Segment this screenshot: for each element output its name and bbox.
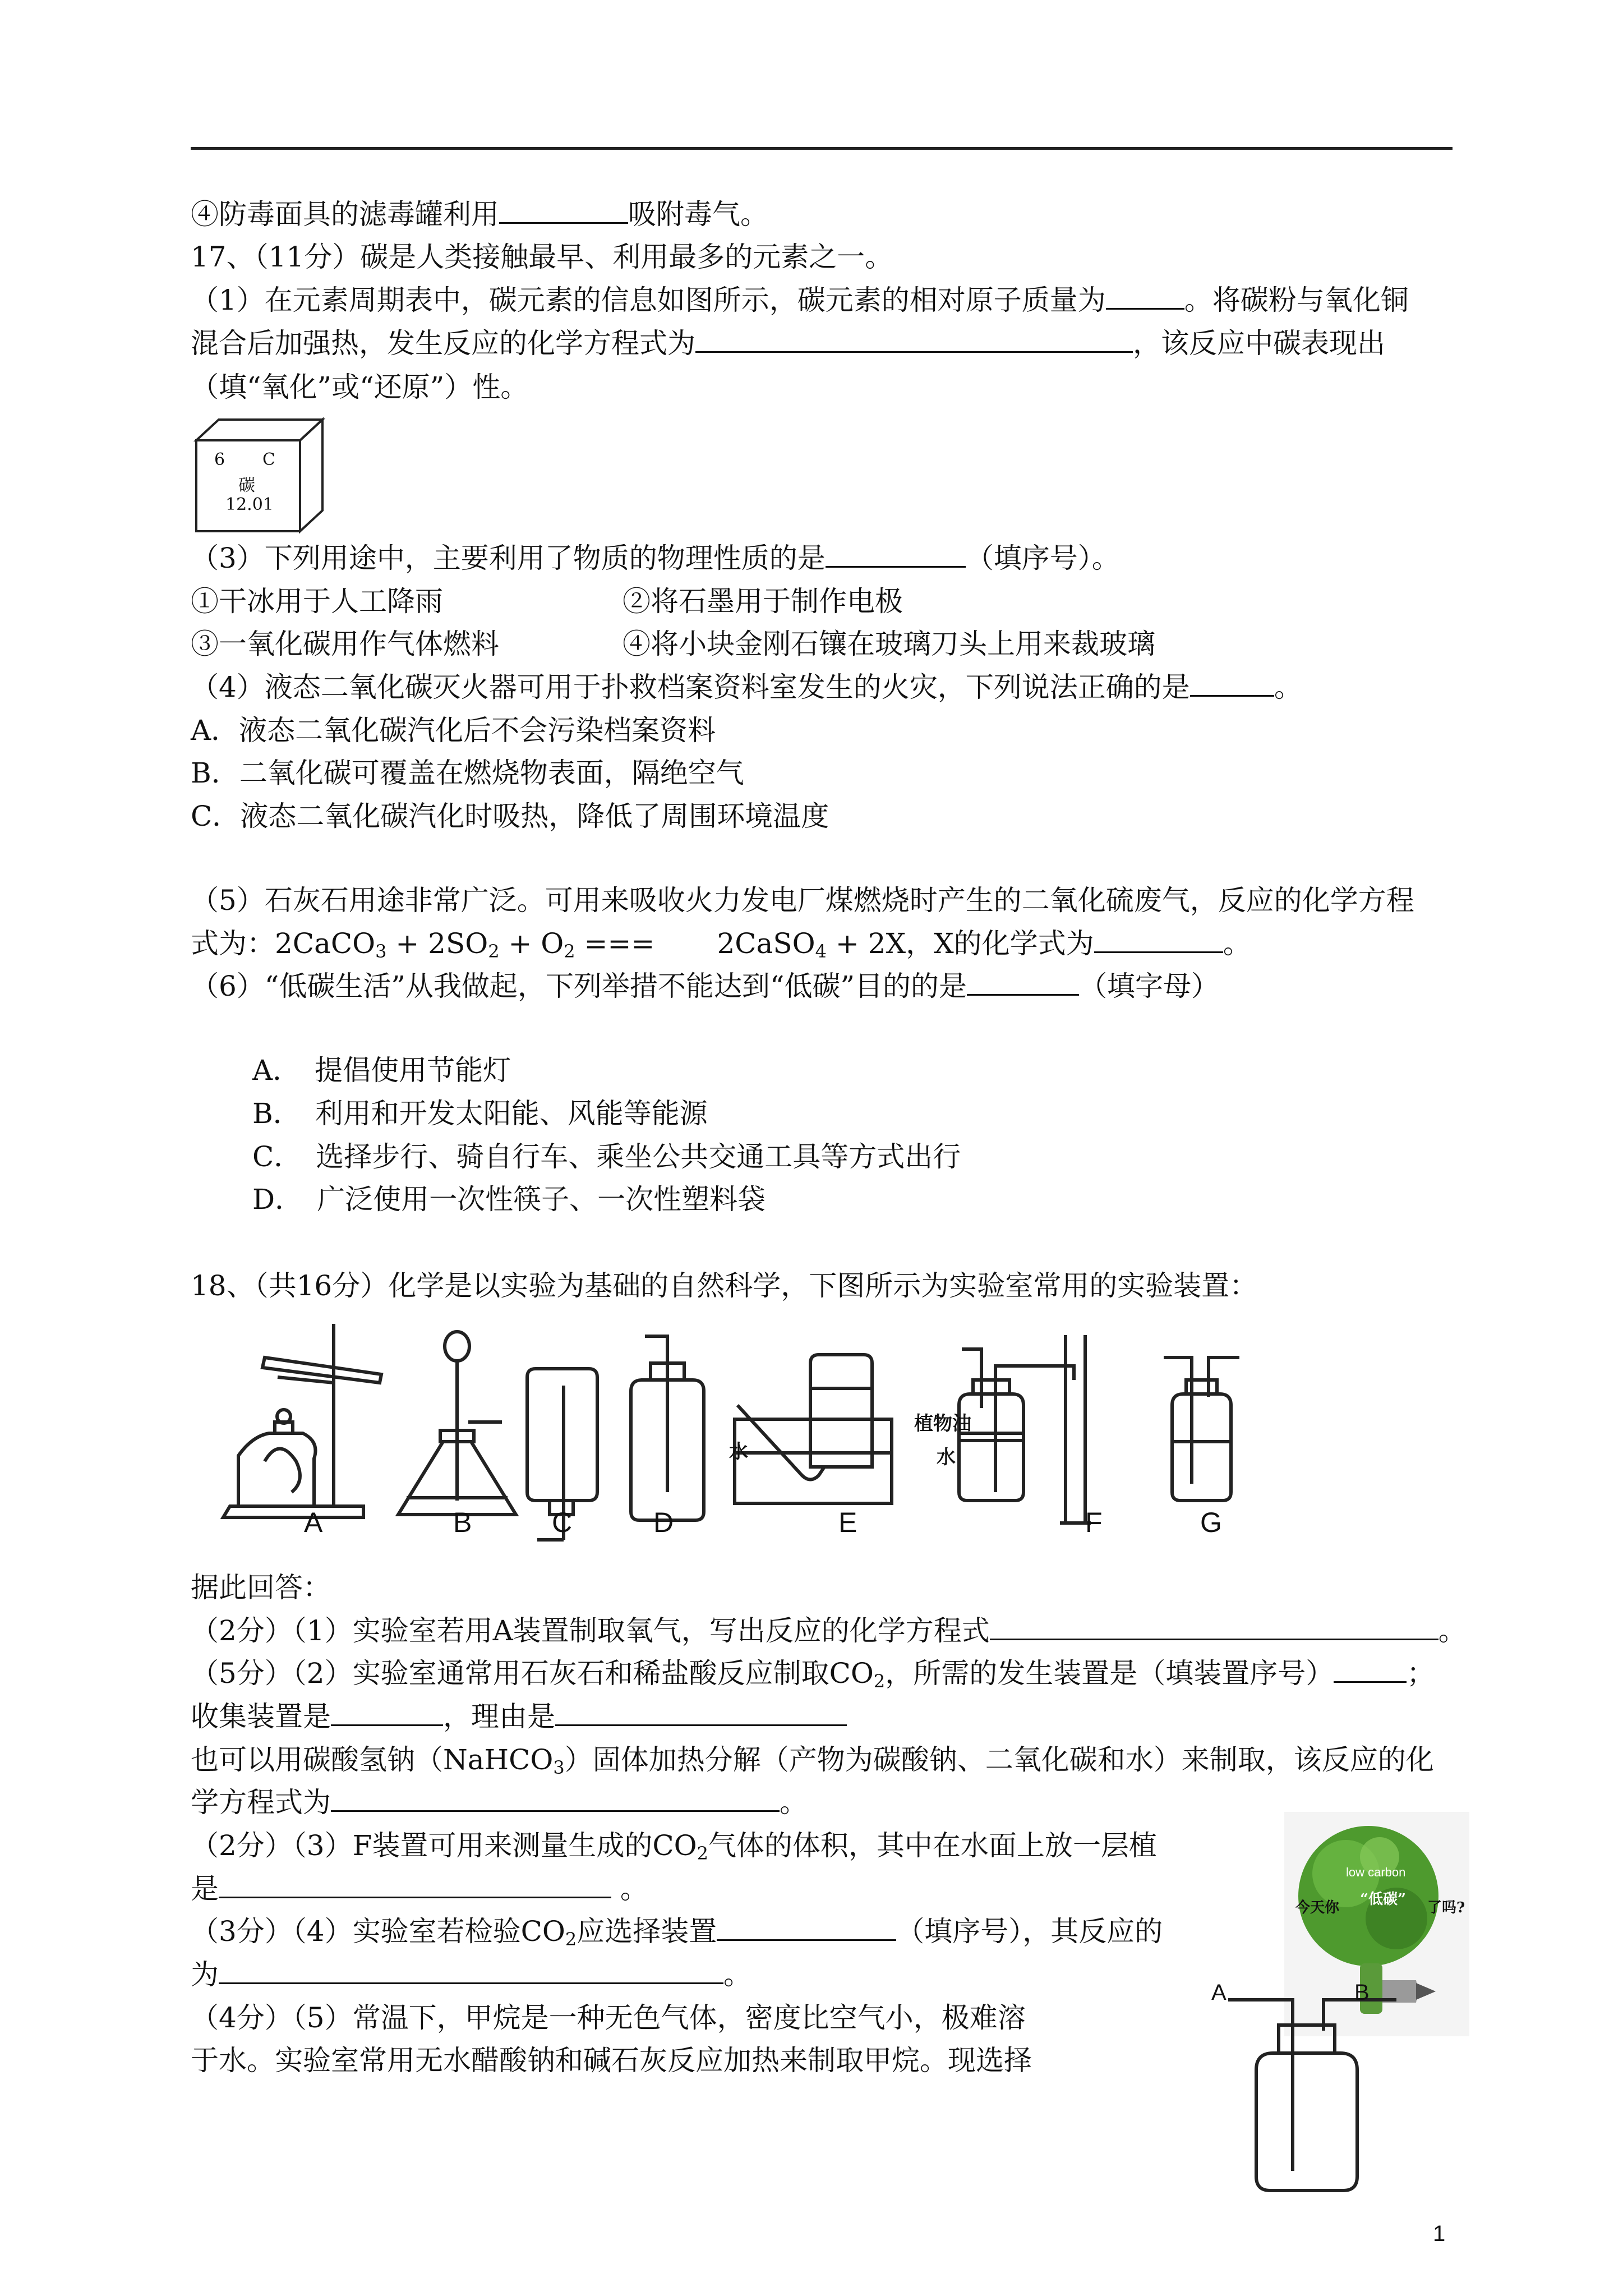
q17-part3: （3）下列用途中，主要利用了物质的物理性质的是 （填序号）。 bbox=[191, 542, 1120, 574]
q17-part3-opt2: ②将石墨用于制作电极 bbox=[623, 585, 903, 618]
apparatus-e bbox=[735, 1355, 892, 1503]
bottle-label-b: B bbox=[1354, 1980, 1370, 2005]
q18-sub4-line2: 为 。 bbox=[191, 1958, 751, 1991]
gas-bottle-figure bbox=[1206, 1963, 1453, 2199]
q18-sub2-line4: 学方程式为 。 bbox=[191, 1786, 808, 1819]
answer-blank[interactable] bbox=[1094, 927, 1223, 953]
bulb-text-today: 今天你 bbox=[1295, 1899, 1340, 1916]
apparatus-label-b: B bbox=[453, 1507, 472, 1538]
q18-title: 18、（共16分）化学是以实验为基础的自然科学，下图所示为实验室常用的实验装置： bbox=[191, 1269, 1258, 1302]
element-symbol: C bbox=[262, 450, 275, 470]
answer-blank[interactable] bbox=[499, 197, 628, 224]
bulb-text-lowcarbon: “低碳” bbox=[1360, 1891, 1406, 1908]
bottle-label-a: A bbox=[1211, 1980, 1227, 2005]
q18-sub5-line2: 于水。实验室常用无水醋酸钠和碱石灰反应加热来制取甲烷。现选择 bbox=[191, 2044, 1032, 2077]
q17-title: 17、（11分）碳是人类接触最早、利用最多的元素之一。 bbox=[191, 241, 893, 273]
q17-part6-optB: B． 利用和开发太阳能、风能等能源 bbox=[252, 1097, 708, 1130]
figure-water-label-e: 水 bbox=[729, 1441, 748, 1463]
q17-part4: （4）液态二氧化碳灭火器可用于扑救档案资料室发生的火灾，下列说法正确的是 。 bbox=[191, 671, 1302, 703]
q18-sub2-line1: （5分）（2）实验室通常用石灰石和稀盐酸反应制取$CO_2$，所需的发生装置是（填装置序号） ； bbox=[191, 1657, 1435, 1692]
answer-blank[interactable] bbox=[1106, 283, 1184, 310]
apparatus-b bbox=[398, 1332, 516, 1515]
q18-sub1: （2分）（1）实验室若用A装置制取氧气，写出反应的化学方程式 。 bbox=[191, 1614, 1467, 1647]
element-name: 碳 bbox=[238, 476, 255, 495]
q17-part6-optD: D． 广泛使用一次性筷子、一次性塑料袋 bbox=[252, 1183, 766, 1216]
answer-blank[interactable] bbox=[331, 1700, 443, 1726]
q18-sub3-line1: （2分）（3）F装置可用来测量生成的$CO_2$气体的体积，其中在水面上放一层植 bbox=[191, 1829, 1157, 1864]
apparatus-d bbox=[631, 1336, 704, 1520]
apparatus-label-a: A bbox=[304, 1507, 323, 1538]
q17-part4-optB: B．二氧化碳可覆盖在燃烧物表面，隔绝空气 bbox=[191, 757, 744, 789]
answer-blank[interactable] bbox=[219, 1958, 723, 1984]
answer-blank[interactable] bbox=[717, 1915, 896, 1941]
answer-blank[interactable] bbox=[331, 1786, 780, 1812]
line-gas-mask: ④防毒面具的滤毒罐利用 吸附毒气。 bbox=[191, 198, 768, 231]
q17-part3-opt4: ④将小块金刚石镶在玻璃刀头上用来裁玻璃 bbox=[623, 628, 1155, 660]
bulb-text-end: 了吗? bbox=[1427, 1899, 1465, 1916]
page-number: 1 bbox=[1433, 2221, 1446, 2246]
q18-sub5-line1: （4分）（5）常温下，甲烷是一种无色气体，密度比空气小，极难溶 bbox=[191, 2001, 1026, 2034]
answer-blank[interactable] bbox=[1334, 1657, 1407, 1683]
q17-part6-optC: C． 选择步行、骑自行车、乘坐公共交通工具等方式出行 bbox=[252, 1140, 961, 1173]
apparatus-a bbox=[223, 1324, 381, 1517]
answer-blank[interactable] bbox=[1190, 670, 1274, 697]
q18-sub2-line3: 也可以用碳酸氢钠（NaHCO$_3$）固体加热分解（产物为碳酸钠、二氧化碳和水）来制取，该反应的化 bbox=[191, 1743, 1434, 1778]
q18-sub2-line2: 收集装置是 ，理由是 bbox=[191, 1700, 847, 1733]
figure-oil-label: 植物油 bbox=[914, 1412, 971, 1435]
answer-blank[interactable] bbox=[695, 326, 1133, 353]
answer-blank[interactable] bbox=[555, 1700, 847, 1726]
q17-part1-line3: （填“氧化”或“还原”）性。 bbox=[191, 371, 529, 403]
apparatus-label-d: D bbox=[653, 1507, 674, 1538]
q17-part3-opt3: ③一氧化碳用作气体燃料 bbox=[191, 628, 499, 660]
q17-part4-optA: A．液态二氧化碳汽化后不会污染档案资料 bbox=[191, 714, 716, 747]
apparatus-label-c: C bbox=[552, 1507, 573, 1538]
carbon-element-card bbox=[191, 415, 336, 538]
q17-part5-line2: 式为：2CaCO$_3$ + $2SO_2 + O_2$ === 2CaSO$_4$ + 2X，X的化学式为 。 bbox=[191, 927, 1251, 962]
bulb-text-en: low carbon bbox=[1346, 1865, 1406, 1879]
q17-part1-line1: （1）在元素周期表中，碳元素的信息如图所示，碳元素的相对原子质量为 。将碳粉与氧化铜 bbox=[191, 284, 1409, 316]
apparatus-label-e: E bbox=[838, 1507, 857, 1538]
q18-sub4-line1: （3分）（4）实验室若检验$CO_2$应选择装置 （填序号），其反应的 bbox=[191, 1915, 1163, 1950]
header-rule bbox=[191, 147, 1453, 150]
q17-part6-optA: A． 提倡使用节能灯 bbox=[252, 1054, 511, 1087]
element-mass: 12.01 bbox=[225, 495, 274, 514]
element-number: 6 bbox=[214, 450, 225, 470]
apparatus-f bbox=[959, 1335, 1091, 1523]
q17-part1-line2: 混合后加强热，发生反应的化学方程式为 ，该反应中碳表现出 bbox=[191, 327, 1385, 360]
apparatus-g bbox=[1164, 1358, 1239, 1501]
apparatus-label-f: F bbox=[1085, 1507, 1103, 1538]
q17-part4-optC: C．液态二氧化碳汽化时吸热，降低了周围环境温度 bbox=[191, 800, 829, 832]
q17-part3-opt1: ①干冰用于人工降雨 bbox=[191, 585, 443, 618]
q18-answer-intro: 据此回答： bbox=[191, 1571, 331, 1604]
answer-blank[interactable] bbox=[219, 1872, 611, 1898]
q17-part6: （6）“低碳生活”从我做起，下列举措不能达到“低碳”目的的是 （填字母） bbox=[191, 970, 1220, 1002]
apparatus-label-g: G bbox=[1200, 1507, 1222, 1538]
q17-part5-line1: （5）石灰石用途非常广泛。可用来吸收火力发电厂煤燃烧时产生的二氧化硫废气，反应的化学方程 bbox=[191, 884, 1414, 917]
answer-blank[interactable] bbox=[967, 969, 1079, 996]
apparatus-figure bbox=[213, 1324, 1279, 1550]
answer-blank[interactable] bbox=[826, 541, 966, 568]
figure-water-label-f: 水 bbox=[937, 1446, 956, 1469]
q18-sub3-line2: 是 。 bbox=[191, 1872, 648, 1905]
answer-blank[interactable] bbox=[990, 1614, 1438, 1640]
